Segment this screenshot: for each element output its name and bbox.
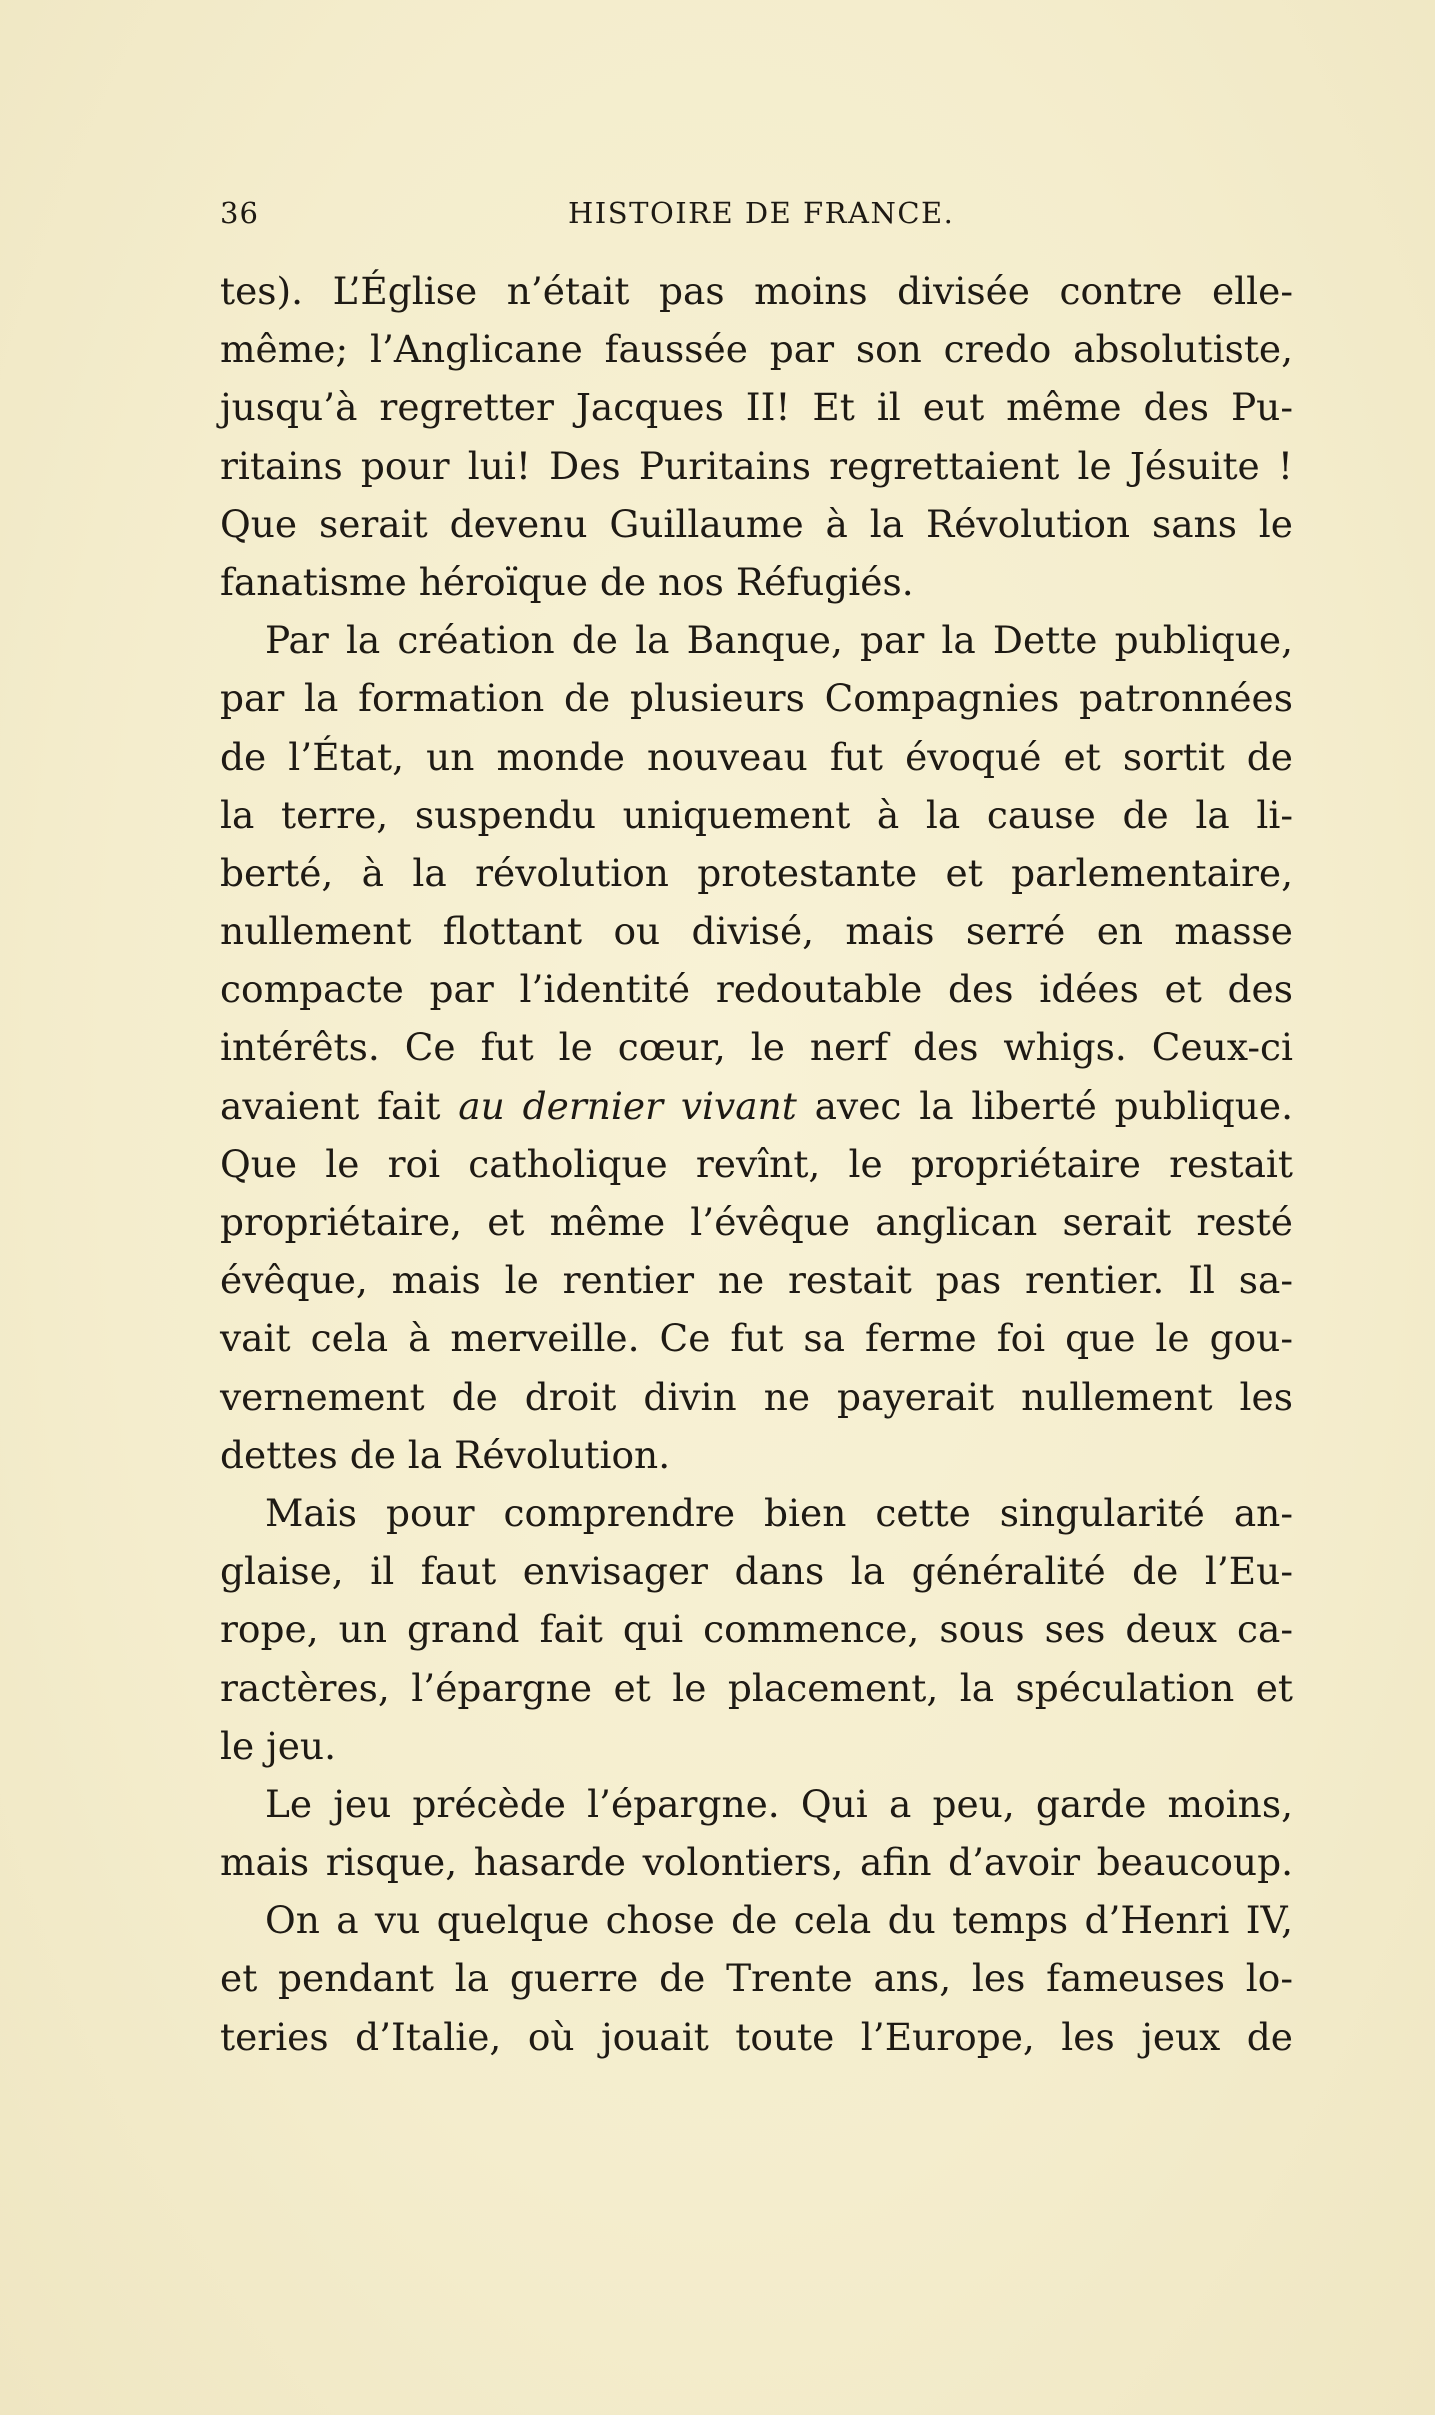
running-title: HISTOIRE DE FRANCE. (568, 196, 955, 230)
text-line: de l’État, un monde nouveau fut évoqué et sortit de (220, 734, 1293, 779)
text-line: par la formation de plusieurs Compagnies patronnées (220, 676, 1293, 721)
text-line: Par la création de la Banque, par la Dette publique, (265, 618, 1293, 663)
text-line: teries d’Italie, où jouait toute l’Europe, les jeux de (220, 2014, 1293, 2059)
text-line: ritains pour lui! Des Puritains regrettaient le Jésuite ! (220, 443, 1293, 488)
page-number: 36 (220, 196, 259, 230)
text-line: ractères, l’épargne et le placement, la spéculation et (220, 1665, 1293, 1710)
text-line: Que serait devenu Guillaume à la Révolution sans le (220, 501, 1293, 546)
text-line: glaise, il faut envisager dans la généralité de l’Eu- (220, 1549, 1293, 1594)
text-line: la terre, suspendu uniquement à la cause de la li- (220, 792, 1293, 837)
text-line: dettes de la Révolution. (220, 1432, 671, 1477)
text-line: Mais pour comprendre bien cette singularité an- (265, 1490, 1293, 1535)
text-line: tes). L’Église n’était pas moins divisée contre elle- (220, 269, 1293, 313)
text-line-with-italic (220, 1077, 1293, 1135)
text-line: propriétaire, et même l’évêque anglican serait resté (220, 1200, 1293, 1244)
text-line: berté, à la révolution protestante et parlementaire, (220, 850, 1293, 895)
text-line: intérêts. Ce fut le cœur, le nerf des whigs. Ceux-ci (220, 1025, 1293, 1070)
text-line: nullement flottant ou divisé, mais serré en masse (220, 909, 1293, 954)
body-text (220, 262, 1293, 2066)
text-line: fanatisme héroïque de nos Réfugiés. (220, 559, 914, 604)
text-line: même; l’Anglicane faussée par son credo absolutiste, (220, 327, 1293, 372)
text-line: jusqu’à regretter Jacques II! Et il eut même des Pu- (220, 385, 1293, 430)
text-line: rope, un grand fait qui commence, sous ses deux ca- (220, 1607, 1293, 1652)
text-line: le jeu. (220, 1723, 336, 1768)
page-header (220, 196, 1295, 236)
text-line: compacte par l’identité redoutable des idées et des (220, 967, 1293, 1012)
text-line: vernement de droit divin ne payerait nullement les (220, 1374, 1293, 1419)
text-line: Le jeu précède l’épargne. Qui a peu, garde moins, (265, 1781, 1293, 1826)
text-fragment: avaient fait (220, 1083, 441, 1128)
text-line: Que le roi catholique revînt, le propriétaire restait (220, 1141, 1293, 1186)
text-line: On a vu quelque chose de cela du temps d’Henri IV, (265, 1898, 1293, 1943)
italic-phrase: au dernier vivant (458, 1083, 797, 1128)
text-line: et pendant la guerre de Trente ans, les fameuses lo- (220, 1956, 1293, 2001)
text-line: mais risque, hasarde volontiers, afin d’avoir beaucoup. (220, 1840, 1293, 1885)
text-line: évêque, mais le rentier ne restait pas rentier. Il sa- (220, 1258, 1293, 1303)
text-fragment: avec la liberté publique. (814, 1083, 1294, 1128)
text-line: vait cela à merveille. Ce fut sa ferme foi que le gou- (220, 1316, 1293, 1361)
